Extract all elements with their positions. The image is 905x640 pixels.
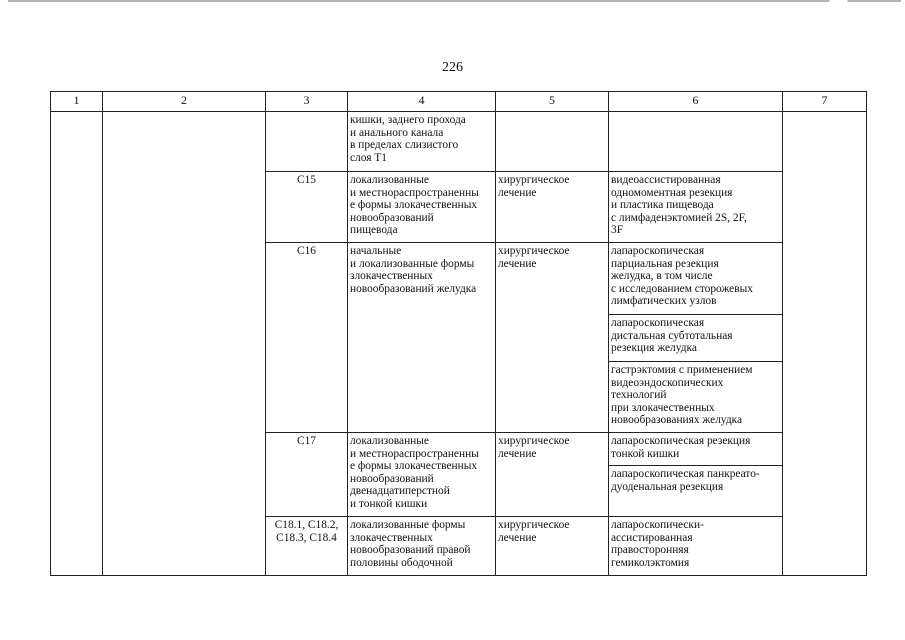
method-cell: лапароскопическая резекция тонкой кишки — [609, 433, 783, 466]
treatment-cell: хирургическое лечение — [496, 243, 609, 433]
diagnosis-cell: локализованные и местнораспространенны е формы злокачественных новообразований пищевода — [348, 172, 496, 243]
icd-code-cell: C18.1, C18.2, C18.3, C18.4 — [266, 517, 348, 576]
col-header-6: 6 — [609, 92, 783, 112]
icd-code-cell: C15 — [266, 172, 348, 243]
diagnosis-cell: начальные и локализованные формы злокачественных новообразований желудка — [348, 243, 496, 433]
method-cell: видеоассистированная одномоментная резекция и пластика пищевода с лимфаденэктомией 2S, 2F, 3F — [609, 172, 783, 243]
col-header-5: 5 — [496, 92, 609, 112]
icd-code-cell: C16 — [266, 243, 348, 433]
col-header-2: 2 — [103, 92, 266, 112]
col-header-7: 7 — [783, 92, 867, 112]
col1-cell — [51, 112, 103, 576]
diagnosis-cell: локализованные формы злокачественных новообразований правой половины ободочной — [348, 517, 496, 576]
header-row — [51, 92, 867, 112]
scan-top-edge — [8, 0, 901, 2]
treatment-cell: хирургическое лечение — [496, 433, 609, 517]
treatment-cell-empty — [496, 112, 609, 172]
method-cell: лапароскопическая дистальная субтотальная резекция желудка — [609, 315, 783, 362]
table-row — [51, 112, 867, 172]
page-number: 226 — [442, 60, 463, 75]
method-cell: лапароскопически- ассистированная правосторонняя гемиколэктомия — [609, 517, 783, 576]
diagnosis-cell: локализованные и местнораспространенны е формы злокачественных новообразований двенадцатиперстной и тонкой кишки — [348, 433, 496, 517]
method-cell: лапароскопическая панкреато- дуоденальная резекция — [609, 466, 783, 517]
col7-cell — [783, 112, 867, 576]
method-cell: гастрэктомия с применением видеоэндоскопических технологий при злокачественных новообразованиях желудка — [609, 362, 783, 433]
col-header-3: 3 — [266, 92, 348, 112]
method-cell: лапароскопическая парциальная резекция желудка, в том числе с исследованием сторожевых лимфатических узлов — [609, 243, 783, 315]
diagnosis-cell: кишки, заднего прохода и анального канала в пределах слизистого слоя Т1 — [348, 112, 496, 172]
medical-procedures-table — [50, 91, 867, 576]
code-cell-empty — [266, 112, 348, 172]
treatment-cell: хирургическое лечение — [496, 517, 609, 576]
col2-cell — [103, 112, 266, 576]
icd-code-cell: C17 — [266, 433, 348, 517]
method-cell-empty — [609, 112, 783, 172]
col-header-4: 4 — [348, 92, 496, 112]
treatment-cell: хирургическое лечение — [496, 172, 609, 243]
col-header-1: 1 — [51, 92, 103, 112]
